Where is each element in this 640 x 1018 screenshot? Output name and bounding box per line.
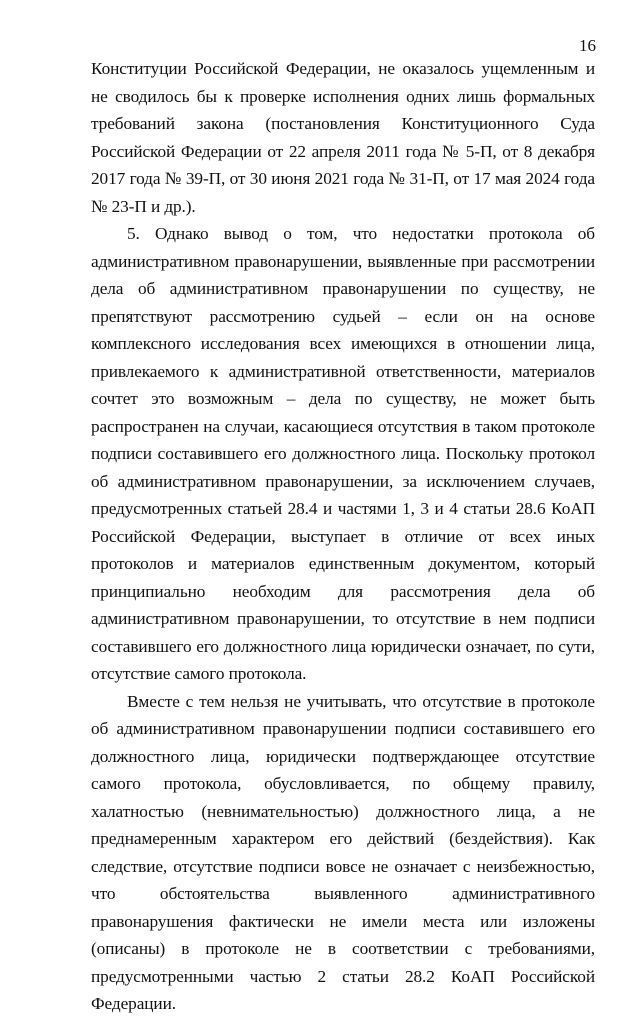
page-number: 16 — [579, 36, 596, 55]
paragraph-signature-absence: Вместе с тем нельзя не учитывать, что отсутствие в протоколе об административном правонарушении подписи составившего его должностного лица, юридически подтверждающее отсутствие самого протокола, обусловливается, по общему правилу, халатностью (невнимательностью) должностного лица, а не преднамеренным характером его действий (бездействия). Как следствие, отсутствие подписи вовсе не означает с неизбежностью, что обстоятельства выявленного административного правонарушения фактически не имели места или изложены (описаны) в протоколе не в соответствии с требованиями, предусмотренными частью 2 статьи 28.2 КоАП Российской Федерации. — [91, 691, 595, 1013]
paragraph-continuation: Конституции Российской Федерации, не оказалось ущемленным и не сводилось бы к проверке исполнения одних лишь формальных требований закона (постановления Конституционного Суда Российской Федерации от 22 апреля 2011 года № 5-П, от 8 декабря 2017 года № 39-П, от 30 июня 2021 года № 31-П, от 17 мая 2024 года № 23-П и др.). — [91, 59, 595, 216]
paragraph-point-5: 5. Однако вывод о том, что недостатки протокола об административном правонарушении, выявленные при рассмотрении дела об административном правонарушении по существу, не препятствуют рассмотрению судьей – если он на основе комплексного исследования всех имеющихся в отношении лица, привлекаемого к административной ответственности, материалов сочтет это возможным – дела по существу, не может быть распространен на случаи, касающиеся отсутствия в таком протоколе подписи составившего его должностного лица. Поскольку протокол об административном правонарушении, за исключением случаев, предусмотренных статьей 28.4 и частями 1, 3 и 4 статьи 28.6 КоАП Российской Федерации, выступает в отличие от всех иных протоколов и материалов единственным документом, который принципиально необходим для рассмотрения дела об административном правонарушении, то отсутствие в нем подписи составившего его должностного лица юридически означает, по сути, отсутствие самого протокола. — [91, 224, 595, 683]
document-body — [91, 55, 595, 1018]
